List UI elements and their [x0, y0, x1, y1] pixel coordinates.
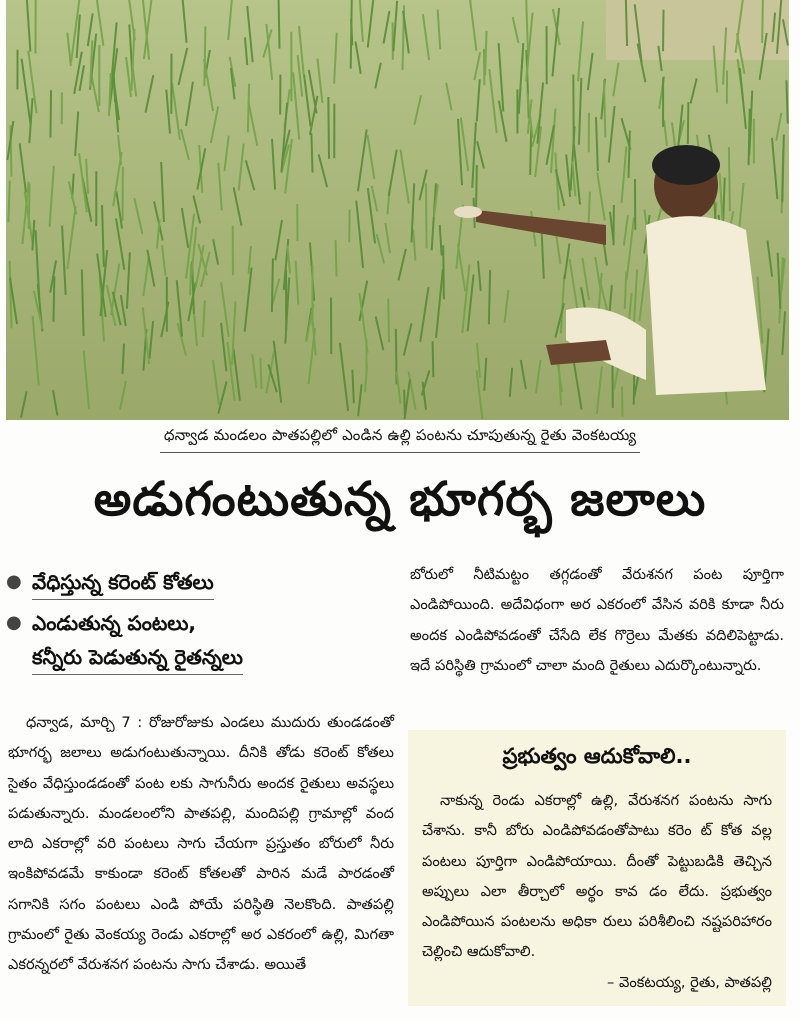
bullet-text: వేధిస్తున్న కరెంట్ కోతలు	[32, 565, 214, 600]
grass-blade	[433, 341, 434, 377]
grass-blade	[8, 181, 9, 223]
caption-text: ధన్వాడ మండలం పాతపల్లిలో ఎండిన ఉల్లి పంటను చూపుతున్న రైతు వెంకటయ్య	[160, 426, 640, 453]
grass-blade	[762, 0, 763, 43]
bullet-text: ఎండుతున్న పంటలు,	[32, 611, 197, 635]
quote-box-body: నాకున్న రెండు ఎకరాల్లో ఉల్లి, వేరుశనగ పంటను సాగు చేశాను. కానీ బోరు ఎండిపోవడంతోపాటు కరెం ట్ కోత వల్ల పంటలు పూర్తిగా ఎండిపోయాయి. దీంతో పెట్టుబడికి తెచ్చిన అప్పులు ఎలా తీర్చాలో అర్థం కావ డం లేదు. ప్రభుత్వం ఎండిపోయిన పంటలను అధికా రులు పరిశీలించి నష్టపరిహారం చెల్లించి ఆదుకోవాలి.	[422, 792, 772, 961]
quote-box	[408, 730, 786, 1006]
quote-box-title: ప్రభుత్వం ఆదుకోవాలి..	[502, 744, 692, 768]
grass-blade	[328, 97, 329, 159]
bullet-item	[6, 606, 394, 640]
grass-blade	[272, 258, 273, 312]
bullet-item-continued	[6, 640, 394, 675]
grass-blade	[190, 263, 191, 295]
grass-blade	[622, 387, 623, 417]
bullet-list	[6, 565, 394, 681]
headline: అడుగంటుతున్న భూగర్భ జలాలు	[93, 472, 707, 527]
grass-blade	[204, 26, 205, 86]
grass-blade	[749, 109, 750, 166]
grass-blade	[260, 358, 261, 389]
bullet-text: కన్నీరు పెడుతున్న రైతన్నలు	[32, 640, 243, 675]
grass-blade	[50, 90, 51, 137]
grass-blade	[628, 131, 629, 178]
grass-blade	[530, 126, 531, 175]
article-left-column	[8, 708, 394, 981]
grass-blade	[476, 165, 477, 207]
grass-blade	[604, 80, 605, 137]
farmer-field-photo	[6, 0, 789, 420]
grass-blade	[53, 276, 54, 322]
article-paragraph: ధన్వాడ, మార్చి 7 : రోజురోజుకు ఎండలు ముదురు తుండడంతో భూగర్భ జలాలు అడుగంటుతున్నాయి. దీనికి తోడు కరెంట్ కోతలు సైతం వేధిస్తుండడంతో పంట లకు సాగునీరు అందక రైతులు అవస్థలు పడుతున్నారు. మండలంలోని పాతపల్లి, మందిపల్లి గ్రామాల్లో వంద లాది ఎకరాల్లో వరి పంటలు సాగు చేయగా ప్రస్తుతం బోరులో నీరు ఇంకిపోవడమే కాకుండా కరెంట్ కోతలతో పారిన మడే పారడంతో సగానికి సగం పంటలు ఎండి పోయే పరిస్థితి నెలకొంది. పాతపల్లి గ్రామంలో రైతు వెంకయ్య రెండు ఎకరాల్లో అర ఎకరంలో ఉల్లి, మిగతా ఎకరన్నరలో వేరుశనగ పంటను సాగు చేశాడు. అయితే	[8, 714, 394, 974]
grass-blade	[351, 19, 352, 45]
quote-signature: – వెంకటయ్య, రైతు, పాతపల్లి	[607, 973, 772, 991]
bullet-dot-icon: ●	[6, 612, 22, 633]
grass-blade	[443, 245, 444, 299]
grass-blade	[522, 43, 523, 68]
article-right-column	[410, 560, 784, 681]
grass-blade	[688, 102, 689, 144]
grass-blade	[489, 270, 490, 324]
grass-blade	[426, 183, 427, 248]
grass-blade	[388, 298, 389, 342]
onion-field-illustration	[6, 0, 789, 420]
article-paragraph: బోరులో నీటిమట్టం తగ్గడంతో వేరుశనగ పంట పూర్తిగా ఎండిపోయింది. అదేవిధంగా అర ఎకరంలో వేసిన వరికి కూడా నీరు అందక ఎండిపోవడంతో చేసేది లేక గొర్రెలు మేతకు వదిలిపెట్టాడు. ఇదే పరిస్థితి గ్రామంలో చాలా మంది రైతులు ఎదుర్కొంటున్నారు.	[410, 566, 784, 674]
grass-blade	[278, 0, 279, 49]
grass-blade	[786, 80, 787, 123]
grass-blade	[729, 147, 730, 211]
grass-blade	[311, 133, 312, 172]
bullet-item	[6, 565, 394, 600]
bullet-dot-icon: ●	[6, 571, 22, 592]
grass-blade	[336, 240, 337, 276]
photo-caption	[0, 426, 800, 453]
